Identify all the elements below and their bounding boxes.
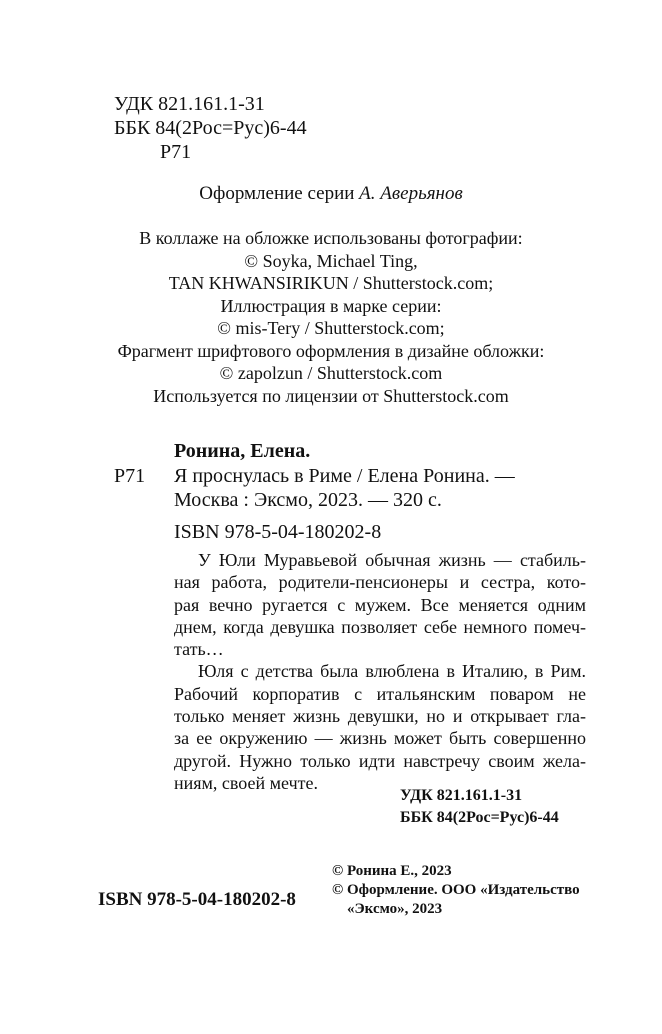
annotation-line: У Юли Муравьевой обычная жизнь — стабиль- [198, 550, 586, 570]
credits-line: © mis-Tery / Shutterstock.com; [217, 318, 445, 338]
credits-line: © Soyka, Michael Ting, [244, 250, 418, 271]
entry-isbn: ISBN 978-5-04-180202-8 [174, 521, 382, 543]
credits-line: Фрагмент шрифтового оформления в дизайне обложки: [117, 340, 545, 361]
cover-credits [0, 227, 662, 407]
copyright-author: © Ронина Е., 2023 [332, 863, 452, 879]
annotation-line: рая вечно ругается с мужем. Все меняется одним [174, 594, 586, 615]
annotation-line: только меняет жизнь девушки, но и открывает гла- [174, 706, 586, 727]
annotation-line: за ее окружению — жизнь может быть совершенно [174, 728, 586, 749]
credits-line: Иллюстрация в марке серии: [220, 295, 442, 316]
entry-mark: Р71 [114, 465, 146, 487]
entry-author: Ронина, Елена. [174, 440, 311, 462]
entry-publication: Москва : Эксмо, 2023. — 320 с. [174, 489, 442, 511]
credits-line: TAN KHWANSIRIKUN / Shutterstock.com; [168, 273, 494, 293]
credits-line: В коллаже на обложке использованы фотографии: [139, 228, 523, 248]
bottom-bbk-code: ББК 84(2Рос=Рус)6-44 [400, 809, 559, 826]
annotation [174, 549, 586, 794]
series-design-line [0, 183, 662, 205]
entry-title: Я проснулась в Риме / Елена Ронина. — [174, 465, 515, 487]
bottom-isbn: ISBN 978-5-04-180202-8 [98, 889, 296, 910]
annotation-line: Юля с детства была влюблена в Италию, в Рим. [198, 661, 586, 682]
udk-code: УДК 821.161.1-31 [114, 93, 265, 115]
credits-line: © zapolzun / Shutterstock.com [219, 363, 443, 383]
annotation-line: другой. Нужно только идти навстречу своим жела- [174, 750, 586, 771]
annotation-line: Рабочий корпоратив с итальянским поваром не [174, 683, 586, 704]
credits-line: Используется по лицензии от Shutterstock.com [153, 385, 509, 406]
author-mark: Р71 [160, 141, 192, 163]
annotation-line: ная работа, родители-пенсионеры и сестра, кото- [174, 572, 586, 593]
bbk-code: ББК 84(2Рос=Рус)6-44 [114, 117, 307, 139]
series-design-name: А. Аверьянов [359, 183, 463, 204]
copyright-publisher: «Эксмо», 2023 [347, 901, 443, 917]
series-design-label: Оформление серии [199, 183, 355, 204]
bottom-udk-code: УДК 821.161.1-31 [400, 787, 523, 804]
copyright-design: © Оформление. ООО «Издательство [332, 882, 580, 898]
annotation-line: днем, когда девушка позволяет себе немного помеч- [174, 616, 586, 637]
annotation-line: ниям, своей мечте. [174, 772, 318, 793]
annotation-line: тать… [174, 639, 224, 660]
